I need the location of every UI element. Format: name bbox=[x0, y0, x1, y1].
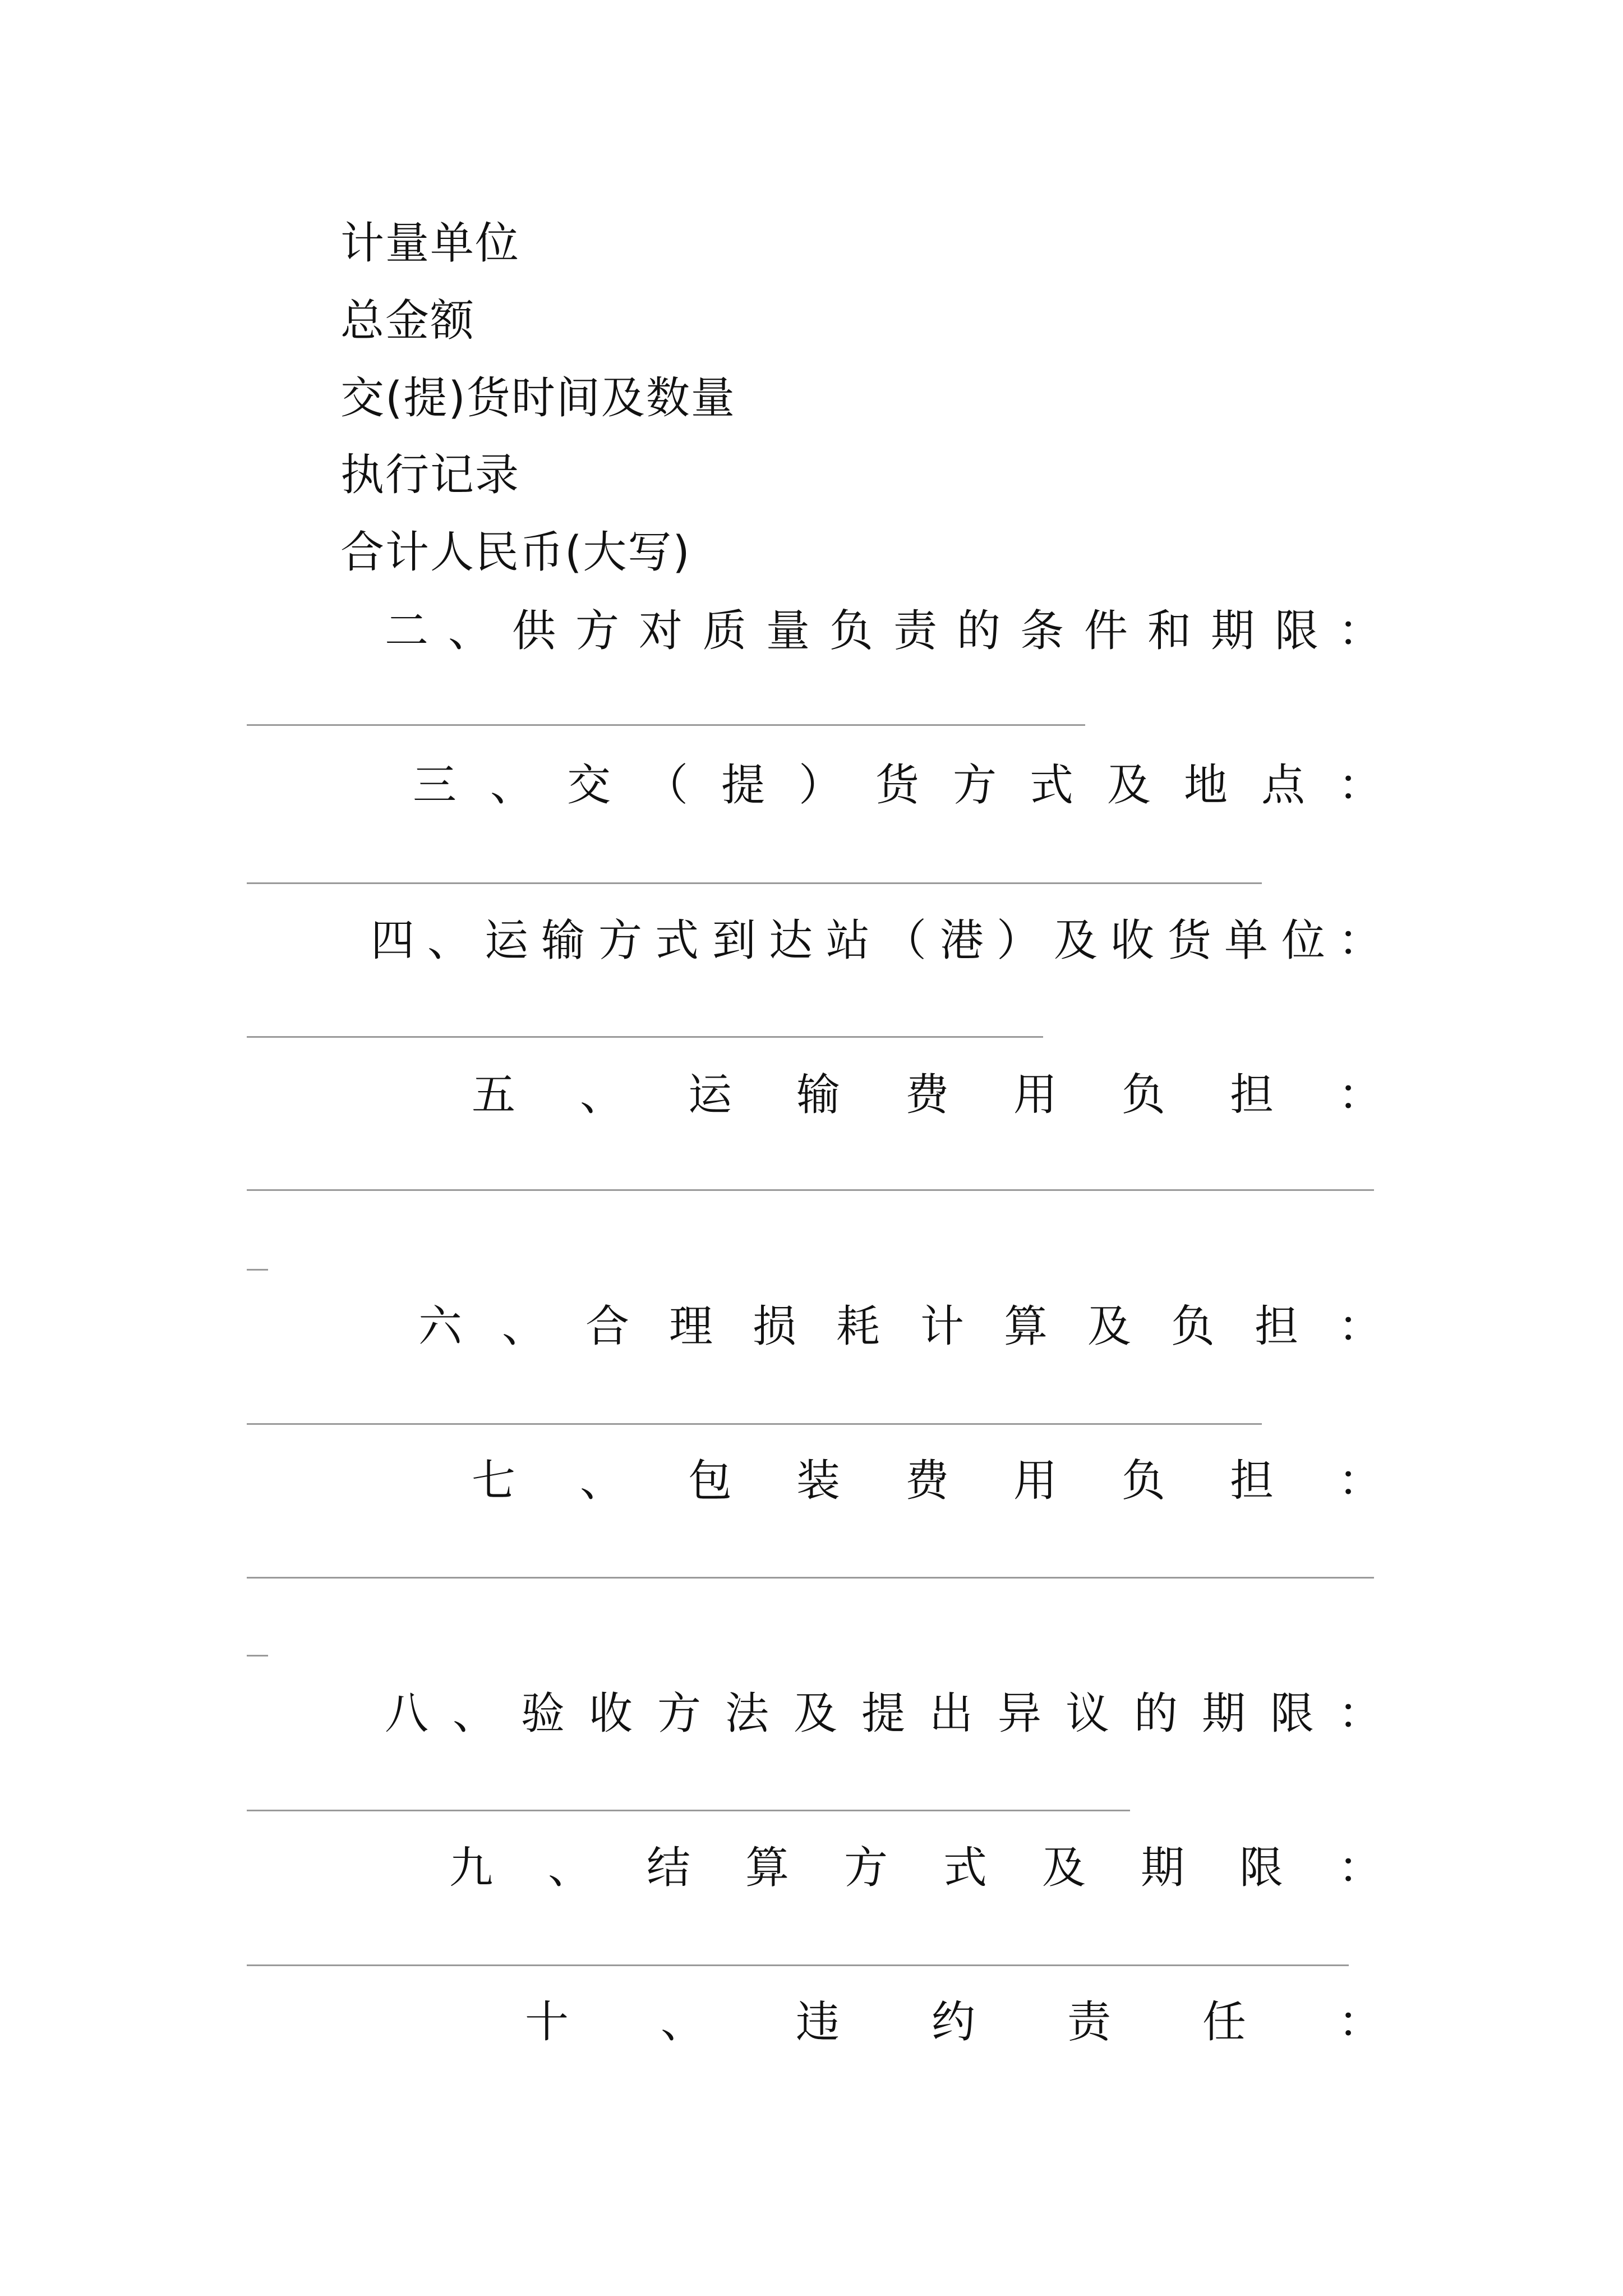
heading-glyph: 担 bbox=[1229, 1070, 1274, 1120]
heading-glyph: 责 bbox=[1067, 1997, 1112, 2047]
heading-glyph: 到 bbox=[712, 915, 757, 966]
heading-glyph: 算 bbox=[1003, 1301, 1048, 1352]
heading-glyph: 条 bbox=[1020, 606, 1064, 656]
heading-glyph: 十 bbox=[524, 1997, 569, 2047]
heading-glyph: 七 bbox=[471, 1456, 516, 1506]
heading-glyph: ： bbox=[1338, 1301, 1382, 1352]
heading-glyph: 六 bbox=[418, 1301, 463, 1352]
heading-glyph: 量 bbox=[766, 606, 810, 656]
blank-line-delivery-method-location bbox=[247, 882, 1262, 884]
heading-glyph: 方 bbox=[598, 915, 643, 966]
heading-glyph: 式 bbox=[1029, 760, 1074, 811]
heading-glyph: 法 bbox=[725, 1688, 769, 1739]
heading-glyph: 运 bbox=[688, 1070, 732, 1120]
heading-glyph: 、 bbox=[579, 1456, 624, 1506]
heading-glyph: 运 bbox=[484, 915, 529, 966]
heading-glyph: 达 bbox=[768, 915, 813, 966]
heading-glyph: （ bbox=[882, 915, 927, 966]
heading-glyph: 担 bbox=[1229, 1456, 1274, 1506]
heading-glyph: ） bbox=[996, 915, 1041, 966]
blank-line-settlement-method-period bbox=[247, 1964, 1349, 1966]
heading-glyph: 责 bbox=[893, 606, 938, 656]
heading-glyph: 、 bbox=[501, 1301, 546, 1352]
heading-glyph: 限 bbox=[1239, 1843, 1284, 1893]
heading-glyph: 担 bbox=[1254, 1301, 1299, 1352]
heading-glyph: 及 bbox=[1053, 915, 1098, 966]
heading-glyph: 算 bbox=[745, 1843, 790, 1893]
heading-glyph: 货 bbox=[875, 760, 920, 811]
heading-glyph: 、 bbox=[452, 1688, 497, 1739]
blank-line-quality-responsibility bbox=[247, 724, 1085, 726]
field-total-rmb-uppercase: 合计人民币(大写) bbox=[340, 527, 691, 578]
heading-glyph: 任 bbox=[1202, 1997, 1247, 2047]
heading-glyph: 及 bbox=[793, 1688, 838, 1739]
heading-glyph: ： bbox=[1338, 1843, 1382, 1893]
blank-line-transport-cost bbox=[247, 1189, 1374, 1191]
blank-line-transport-destination-consignee bbox=[247, 1036, 1043, 1038]
heading-glyph: ： bbox=[1338, 1688, 1382, 1739]
heading-glyph: 期 bbox=[1140, 1843, 1185, 1893]
heading-glyph: 合 bbox=[585, 1301, 630, 1352]
heading-glyph: 损 bbox=[752, 1301, 797, 1352]
heading-glyph: 出 bbox=[929, 1688, 974, 1739]
heading-glyph: ： bbox=[1338, 1456, 1382, 1506]
heading-glyph: 提 bbox=[861, 1688, 906, 1739]
heading-glyph: 限 bbox=[1274, 606, 1319, 656]
heading-glyph: 、 bbox=[490, 760, 534, 811]
heading-glyph: 及 bbox=[1087, 1301, 1132, 1352]
heading-glyph: 方 bbox=[952, 760, 997, 811]
heading-glyph: 的 bbox=[1133, 1688, 1178, 1739]
heading-glyph: 地 bbox=[1183, 760, 1228, 811]
heading-glyph: ： bbox=[1338, 915, 1382, 966]
blank-line-acceptance-objection-period bbox=[247, 1810, 1130, 1811]
blank-line-packaging-cost-continued bbox=[247, 1655, 268, 1657]
heading-glyph: 、 bbox=[660, 1997, 705, 2047]
blank-line-reasonable-loss bbox=[247, 1423, 1262, 1425]
heading-glyph: 输 bbox=[796, 1070, 841, 1120]
heading-glyph: 四 bbox=[370, 915, 415, 966]
heading-glyph: 的 bbox=[956, 606, 1001, 656]
heading-glyph: 负 bbox=[1121, 1456, 1166, 1506]
heading-glyph: 验 bbox=[520, 1688, 565, 1739]
heading-glyph: 位 bbox=[1281, 915, 1326, 966]
heading-glyph: 违 bbox=[795, 1997, 840, 2047]
heading-glyph: 费 bbox=[905, 1070, 949, 1120]
heading-glyph: 式 bbox=[943, 1843, 988, 1893]
blank-line-transport-cost-continued bbox=[247, 1269, 268, 1271]
heading-glyph: 、 bbox=[547, 1843, 592, 1893]
heading-glyph: 及 bbox=[1041, 1843, 1086, 1893]
heading-glyph: 负 bbox=[1121, 1070, 1166, 1120]
heading-glyph: 交 bbox=[566, 760, 611, 811]
heading-glyph: 限 bbox=[1270, 1688, 1315, 1739]
heading-glyph: 货 bbox=[1167, 915, 1212, 966]
heading-glyph: 结 bbox=[646, 1843, 691, 1893]
heading-glyph: ： bbox=[1338, 606, 1382, 656]
heading-glyph: ： bbox=[1338, 1997, 1382, 2047]
heading-glyph: 约 bbox=[931, 1997, 976, 2047]
field-total-amount: 总金额 bbox=[340, 296, 476, 346]
heading-glyph: 件 bbox=[1083, 606, 1128, 656]
heading-glyph: ） bbox=[798, 760, 843, 811]
heading-glyph: 计 bbox=[920, 1301, 965, 1352]
heading-glyph: 港 bbox=[939, 915, 984, 966]
blank-line-packaging-cost bbox=[247, 1577, 1374, 1579]
heading-glyph: 二 bbox=[384, 606, 429, 656]
heading-glyph: 五 bbox=[471, 1070, 516, 1120]
heading-glyph: 点 bbox=[1261, 760, 1306, 811]
heading-glyph: 负 bbox=[1170, 1301, 1215, 1352]
heading-glyph: 耗 bbox=[836, 1301, 880, 1352]
heading-glyph: 方 bbox=[657, 1688, 702, 1739]
heading-glyph: 输 bbox=[541, 915, 585, 966]
heading-glyph: 及 bbox=[1106, 760, 1151, 811]
heading-glyph: ： bbox=[1338, 1070, 1382, 1120]
heading-glyph: 式 bbox=[654, 915, 699, 966]
field-execution-record: 执行记录 bbox=[340, 450, 520, 500]
field-delivery-time-quantity: 交(提)货时间及数量 bbox=[340, 373, 736, 424]
heading-glyph: 收 bbox=[588, 1688, 633, 1739]
heading-glyph: 用 bbox=[1013, 1456, 1058, 1506]
heading-glyph: 异 bbox=[997, 1688, 1042, 1739]
heading-glyph: 、 bbox=[427, 915, 472, 966]
heading-glyph: 九 bbox=[449, 1843, 494, 1893]
heading-glyph: 提 bbox=[721, 760, 766, 811]
heading-glyph: 方 bbox=[575, 606, 620, 656]
heading-glyph: 供 bbox=[511, 606, 556, 656]
heading-glyph: 对 bbox=[638, 606, 683, 656]
heading-glyph: 质 bbox=[702, 606, 747, 656]
heading-glyph: 收 bbox=[1110, 915, 1155, 966]
heading-glyph: 议 bbox=[1065, 1688, 1110, 1739]
heading-glyph: 期 bbox=[1210, 606, 1255, 656]
heading-glyph: 包 bbox=[688, 1456, 732, 1506]
heading-glyph: 用 bbox=[1013, 1070, 1058, 1120]
heading-glyph: 站 bbox=[826, 915, 870, 966]
heading-glyph: 八 bbox=[384, 1688, 429, 1739]
heading-glyph: ： bbox=[1338, 760, 1382, 811]
heading-glyph: 和 bbox=[1147, 606, 1192, 656]
heading-glyph: 费 bbox=[905, 1456, 949, 1506]
field-measure-unit: 计量单位 bbox=[340, 218, 520, 269]
heading-glyph: （ bbox=[644, 760, 689, 811]
heading-glyph: 、 bbox=[579, 1070, 624, 1120]
heading-glyph: 三 bbox=[412, 760, 457, 811]
heading-glyph: 负 bbox=[829, 606, 874, 656]
heading-glyph: 单 bbox=[1224, 915, 1269, 966]
heading-glyph: 期 bbox=[1201, 1688, 1246, 1739]
heading-glyph: 装 bbox=[796, 1456, 841, 1506]
heading-glyph: 方 bbox=[843, 1843, 888, 1893]
heading-glyph: 、 bbox=[448, 606, 492, 656]
heading-glyph: 理 bbox=[668, 1301, 713, 1352]
